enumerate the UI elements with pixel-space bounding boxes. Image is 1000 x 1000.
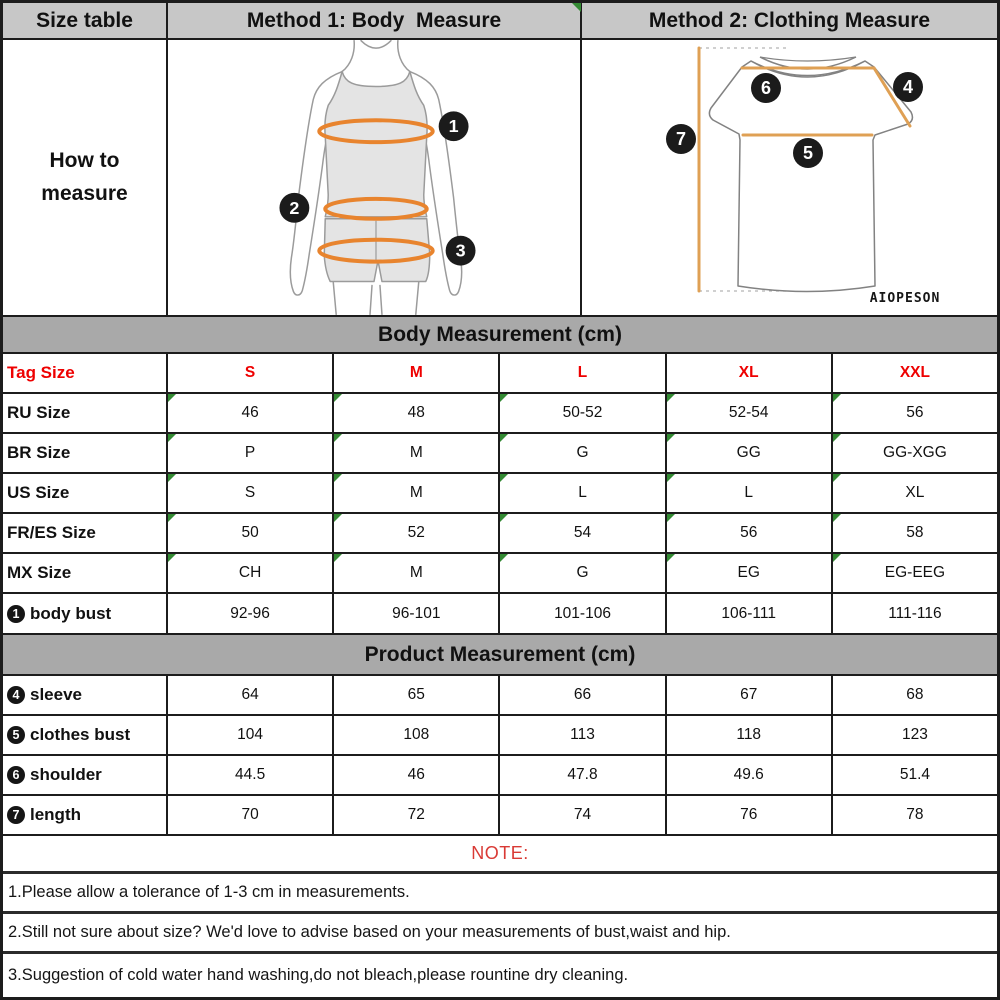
tag-size-row [3, 354, 997, 394]
row-label-text: clothes bust [30, 725, 131, 744]
note-item-1 [3, 874, 997, 914]
method1-title: Method 1: Body Measure [246, 8, 502, 32]
row-label-text: shoulder [30, 765, 102, 784]
row-label [3, 594, 168, 633]
col-size-xl: XL [667, 354, 833, 392]
how-to-line2: measure [41, 181, 128, 205]
note-text: 1.Please allow a tolerance of 1-3 cm in measurements. [8, 883, 410, 901]
cell-value: 72 [334, 796, 500, 834]
body-marker-1: 1 [448, 116, 459, 137]
cell-value: 50-52 [500, 394, 666, 432]
cell-value: 58 [833, 514, 997, 552]
table-row-length [3, 796, 997, 836]
table-row-clothes-bust [3, 716, 997, 756]
cell-value: CH [168, 554, 334, 592]
note-title: NOTE: [471, 843, 529, 863]
cell-value: EG-EEG [833, 554, 997, 592]
cell-value: 52-54 [667, 394, 833, 432]
cell-value: 64 [168, 676, 334, 714]
cell-value: 108 [334, 716, 500, 754]
cell-value: 50 [168, 514, 334, 552]
cell-value: 47.8 [500, 756, 666, 794]
col-size-l: L [500, 354, 666, 392]
cell-value: 48 [334, 394, 500, 432]
cell-value: 104 [168, 716, 334, 754]
cell-value: 111-116 [888, 604, 942, 622]
col-size-m: M [334, 354, 500, 392]
row-label-text: body bust [30, 603, 112, 623]
cell-value: 106-111 [667, 594, 833, 633]
product-measurement-title: Product Measurement (cm) [364, 642, 636, 666]
cell-value: 113 [500, 716, 666, 754]
cell-value: G [500, 554, 666, 592]
body-marker-3: 3 [455, 240, 466, 261]
cell-value: GG-XGG [833, 434, 997, 472]
cell-value: G [500, 434, 666, 472]
note-item-3 [3, 954, 997, 997]
table-row-fres-size [3, 514, 997, 554]
cell-value: 67 [667, 676, 833, 714]
col-size-xxl: XXL [899, 364, 930, 381]
cell-value: 96-101 [334, 594, 500, 633]
how-to-line1: How to [49, 148, 120, 172]
marker-4-badge-icon: 4 [7, 686, 25, 704]
tag-size-label: Tag Size [3, 354, 168, 392]
cell-value: 66 [500, 676, 666, 714]
cell-value: 56 [833, 394, 997, 432]
body-measure-illustration [168, 40, 582, 315]
cell-value: 49.6 [667, 756, 833, 794]
cell-value: 123 [901, 726, 928, 743]
cell-value: S [168, 474, 334, 512]
illustration-row [3, 40, 997, 317]
shirt-marker-7: 7 [675, 129, 686, 149]
cell-value: 70 [168, 796, 334, 834]
table-row-mx-size [3, 554, 997, 594]
brand-text: AIOPESON [869, 291, 940, 306]
cell-value: 118 [667, 716, 833, 754]
row-label: US Size [3, 474, 168, 512]
method1-header-cell [168, 3, 582, 38]
marker-1-badge-icon: 1 [7, 605, 25, 623]
row-label: RU Size [3, 394, 168, 432]
cell-value: M [334, 434, 500, 472]
row-label [3, 716, 168, 754]
table-row-shoulder [3, 756, 997, 796]
cell-value: 46 [334, 756, 500, 794]
table-row-body-bust [3, 594, 997, 635]
table-row-sleeve [3, 676, 997, 716]
cell-value: 76 [667, 796, 833, 834]
tshirt-figure-icon [583, 40, 997, 315]
table-row-br-size [3, 434, 997, 474]
cell-value: M [334, 474, 500, 512]
cell-value: 44.5 [168, 756, 334, 794]
table-row-ru-size [3, 394, 997, 434]
row-label: FR/ES Size [3, 514, 168, 552]
cell-value: L [667, 474, 833, 512]
clothing-measure-illustration [582, 40, 997, 315]
cell-value: 68 [906, 686, 924, 703]
note-title-row [3, 836, 997, 874]
cell-value: 56 [667, 514, 833, 552]
row-label [3, 796, 168, 834]
col-size-s: S [168, 354, 334, 392]
cell-value: 46 [168, 394, 334, 432]
cell-value: 52 [334, 514, 500, 552]
shirt-marker-5: 5 [802, 143, 813, 163]
cell-value: 101-106 [500, 594, 666, 633]
table-row-us-size [3, 474, 997, 514]
body-marker-2: 2 [289, 197, 300, 218]
marker-5-badge-icon: 5 [7, 726, 25, 744]
row-label-text: sleeve [30, 685, 82, 704]
marker-7-badge-icon: 7 [7, 806, 25, 824]
cell-value: EG [667, 554, 833, 592]
method2-title: Method 2: Clothing Measure [648, 8, 931, 32]
method2-header-cell [582, 3, 997, 38]
cell-value: P [168, 434, 334, 472]
note-text: 3.Suggestion of cold water hand washing,do not bleach,please rountine dry cleaning. [8, 966, 629, 984]
how-to-measure-cell [3, 40, 168, 315]
cell-value: XL [833, 474, 997, 512]
size-table-title: Size table [36, 8, 133, 32]
cell-value: GG [667, 434, 833, 472]
row-label: BR Size [3, 434, 168, 472]
body-measurement-title: Body Measurement (cm) [378, 322, 622, 346]
cell-value: 54 [500, 514, 666, 552]
cell-value: 65 [334, 676, 500, 714]
cell-value: L [500, 474, 666, 512]
body-figure-icon [168, 40, 580, 315]
cell-value: 78 [906, 806, 924, 823]
shirt-marker-6: 6 [760, 78, 771, 98]
size-table-header-cell [3, 3, 168, 38]
row-label [3, 756, 168, 794]
product-measurement-band [3, 635, 997, 676]
excel-marker-icon [572, 3, 581, 12]
shirt-marker-4: 4 [902, 77, 913, 97]
row-label [3, 676, 168, 714]
cell-value: 51.4 [899, 766, 930, 783]
note-text: 2.Still not sure about size? We'd love to advise based on your measurements of bust,waist and hip. [8, 923, 731, 941]
cell-value: 74 [500, 796, 666, 834]
header-row [3, 3, 997, 40]
row-label-text: length [30, 805, 81, 824]
cell-value: M [334, 554, 500, 592]
cell-value: 92-96 [168, 594, 334, 633]
row-label: MX Size [3, 554, 168, 592]
note-item-2 [3, 914, 997, 954]
body-measurement-band [3, 317, 997, 354]
marker-6-badge-icon: 6 [7, 766, 25, 784]
